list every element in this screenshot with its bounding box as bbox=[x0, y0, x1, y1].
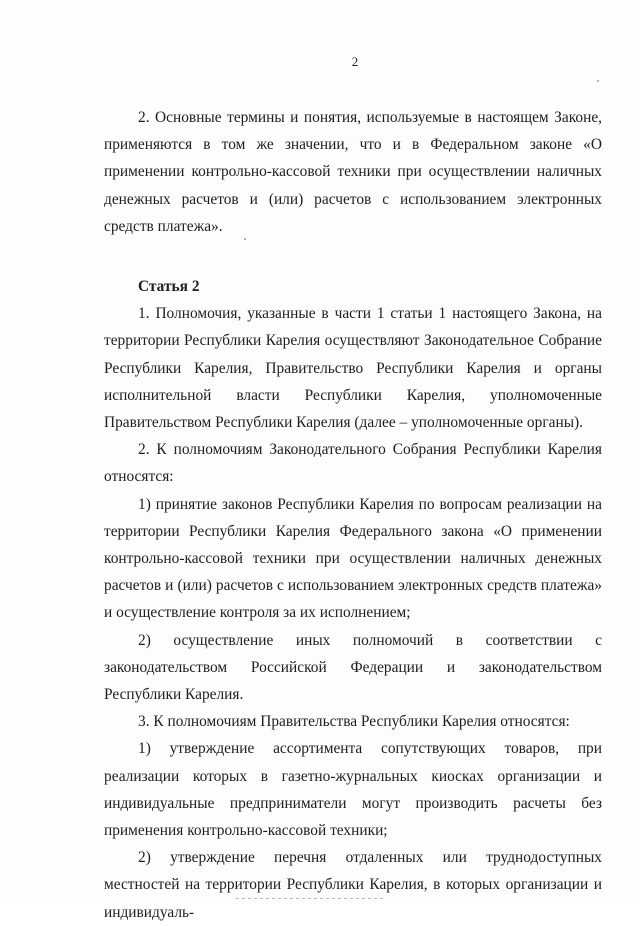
article-heading: Статья 2 bbox=[138, 278, 200, 296]
article-paragraph: 1) принятие законов Республики Карелия по вопросам реализации на территории Республики Карелия Федерального закона «О применении контрольно-кассовой техники при осуществлении наличных денежных расчетов и (или) расчетов с использованием электронных средств платежа» и осуществление контроля за их исполнением; bbox=[104, 495, 602, 622]
page-number: 2 bbox=[351, 54, 359, 69]
article-paragraph: 2. К полномочиям Законодательного Собрания Республики Карелия относятся: bbox=[104, 441, 602, 486]
scan-speck bbox=[244, 238, 246, 240]
paragraph-terms: 2. Основные термины и понятия, используемые в настоящем Законе, применяются в том же значении, что и в Федеральном законе «О применении контрольно-кассовой техники при осуществлении наличных денежных расчетов и (или) расчетов с использованием электронных средств платежа». bbox=[104, 109, 602, 235]
document-body bbox=[104, 104, 602, 926]
article-paragraph: 2) осуществление иных полномочий в соответствии с законодательством Российской Федерации и законодательством Республики Карелия. bbox=[104, 631, 602, 704]
scan-edge-artifact bbox=[236, 898, 386, 899]
article-paragraph: 3. К полномочиям Правительства Республики Карелия относятся: bbox=[138, 713, 570, 731]
article-paragraph: 1) утверждение ассортимента сопутствующих товаров, при реализации которых в газетно-журнальных киосках организации и индивидуальные предприниматели могут производить расчеты без применения контрольно-кассовой техники; bbox=[104, 740, 602, 840]
scan-speck bbox=[597, 80, 599, 82]
article-paragraph: 1. Полномочия, указанные в части 1 статьи 1 настоящего Закона, на территории Республики Карелия осуществляют Законодательное Собрание Республики Карелия, Правительство Республики Карелия и органы исполнительной власти Республики Карелия, уполномоченные Правительством Республики Карелия (далее – уполномоченные органы). bbox=[104, 305, 602, 432]
article-paragraph: 2) утверждение перечня отдаленных или труднодоступных местностей на территории Республики Карелия, в которых организации и индивидуаль- bbox=[104, 849, 602, 921]
